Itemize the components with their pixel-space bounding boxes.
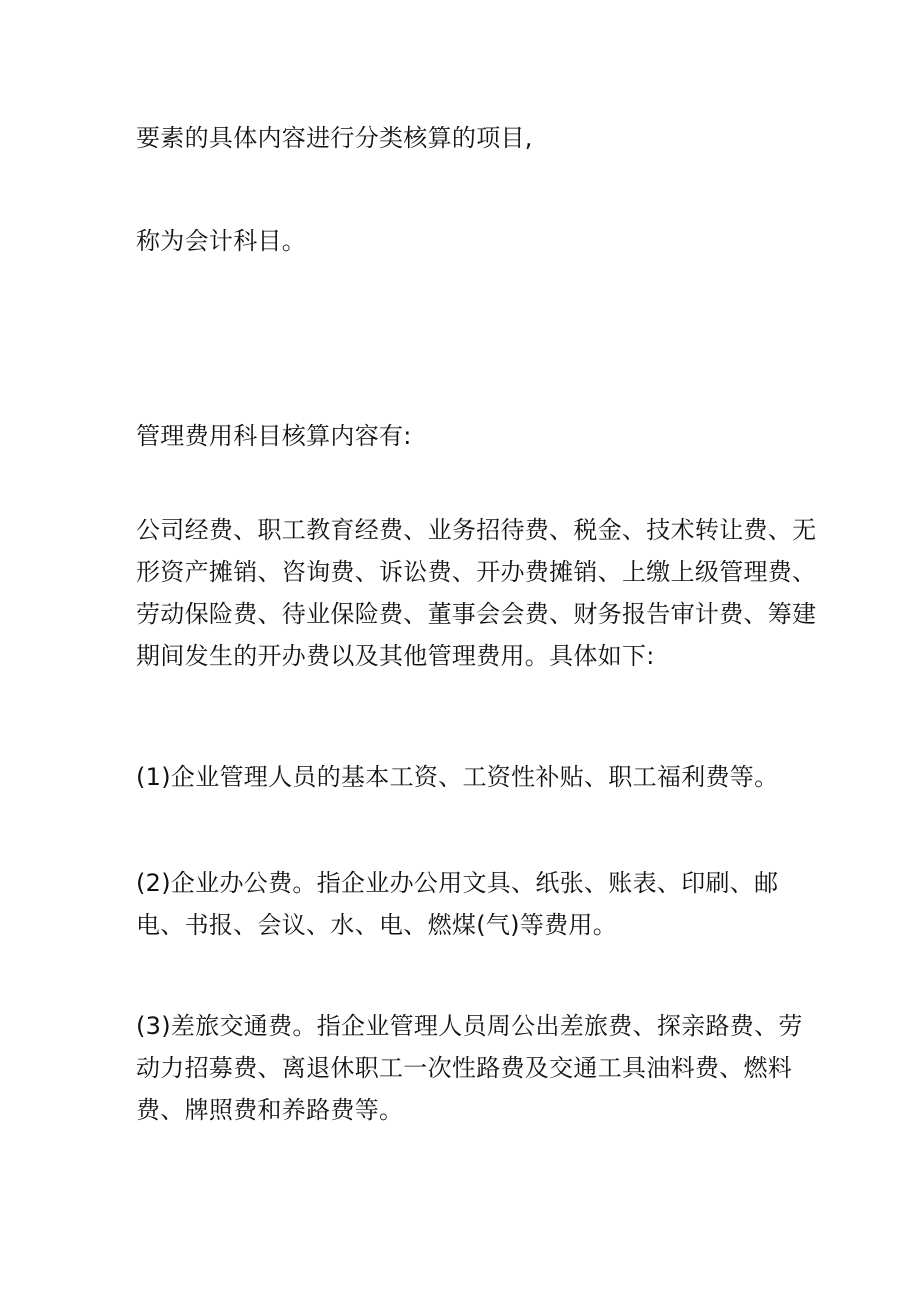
text-line: 称为会计科目。 <box>136 227 307 255</box>
paragraph-item-1-salaries <box>136 756 796 798</box>
text-line: 电、书报、会议、水、电、燃煤(气)等费用。 <box>136 911 618 939</box>
text-line: 管理费用科目核算内容有: <box>136 422 412 450</box>
text-line: 形资产摊销、咨询费、诉讼费、开办费摊销、上缴上级管理费、 <box>136 558 817 586</box>
paragraph-accounting-subject-definition-1 <box>136 117 796 159</box>
text-line: 劳动保险费、待业保险费、董事会会费、财务报告审计费、筹建 <box>136 600 817 628</box>
text-line: 要素的具体内容进行分类核算的项目, <box>136 124 533 152</box>
paragraph-management-expense-heading <box>136 415 796 457</box>
text-line: 费、牌照费和养路费等。 <box>136 1096 404 1124</box>
text-line: 公司经费、职工教育经费、业务招待费、税金、技术转让费、无 <box>136 516 817 544</box>
text-line: (2)企业办公费。指企业办公用文具、纸张、账表、印刷、邮 <box>136 869 779 897</box>
paragraph-management-expense-list <box>136 509 817 677</box>
text-line: (1)企业管理人员的基本工资、工资性补贴、职工福利费等。 <box>136 763 779 791</box>
text-line: 期间发生的开办费以及其他管理费用。具体如下: <box>136 642 655 670</box>
text-line: (3)差旅交通费。指企业管理人员周公出差旅费、探亲路费、劳 <box>136 1012 803 1040</box>
text-line: 动力招募费、离退休职工一次性路费及交通工具油料费、燃料 <box>136 1054 793 1082</box>
paragraph-accounting-subject-definition-2 <box>136 220 796 262</box>
paragraph-item-2-office-expenses <box>136 862 796 946</box>
paragraph-item-3-travel-expenses <box>136 1005 803 1131</box>
